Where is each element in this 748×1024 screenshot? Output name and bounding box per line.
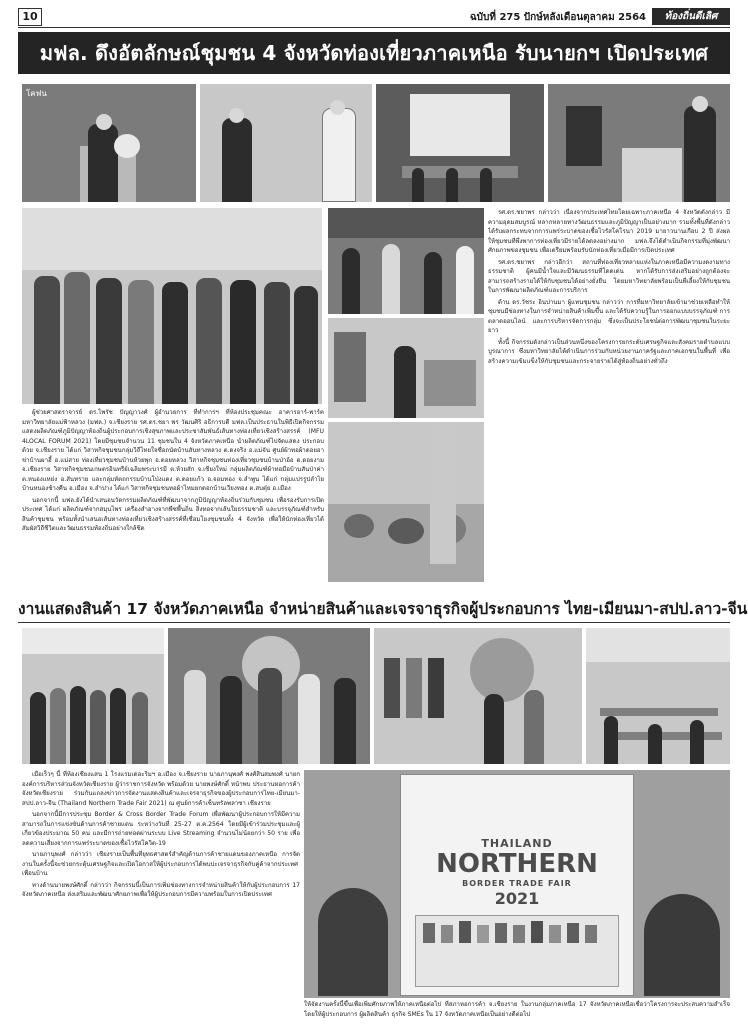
textile-display <box>334 332 366 402</box>
publication-logo: ท้องถิ่นดีเลิศ <box>652 8 730 25</box>
group-person-4 <box>128 280 154 404</box>
photo-group-forum <box>22 208 322 404</box>
fair-guest-1 <box>30 692 46 764</box>
flower-arrangement <box>114 134 140 158</box>
person-right <box>322 108 356 202</box>
speaker-right-head <box>692 96 708 112</box>
section-divider <box>18 622 730 623</box>
panelist-1 <box>412 168 424 202</box>
article2-body <box>22 770 300 1020</box>
article1-paragraph: นอกจากนี้ มฟล.ยังได้นำเสนอนวัตกรรมผลิตภัณฑ์ที่พัฒนาจากภูมิปัญญาท้องถิ่นร่วมกับชุมชน เพื่อรองรับการเปิดประเทศ ได้แก่ ผลิตภัณฑ์จากสมุนไพร เครื่องสำอางจากพืชพื้นถิ่น สิ่งทอจากเส้นใยธรรมชาติ และบรรจุภัณฑ์สำหรับสินค้าชุมชน พร้อมทั้งนำเสนอเส้นทางท่องเที่ยวเชิงสร้างสรรค์ที่เชื่อมโยงชุมชนทั้ง 4 จังหวัด เพื่อให้นักท่องเที่ยวได้สัมผัสวิถีชีวิตและวัฒนธรรมท้องถิ่นอย่างใกล้ชิด <box>22 496 324 532</box>
plant-left <box>318 888 388 996</box>
photo-business-matching <box>586 628 730 764</box>
forum-backdrop <box>22 208 322 270</box>
fair-guest-3 <box>70 686 86 764</box>
fair-guest-5 <box>110 688 126 764</box>
photo-booth-visit <box>328 208 484 314</box>
meeting-table-1 <box>600 708 718 716</box>
photo-garment-booth <box>374 628 582 764</box>
article1-body-right <box>488 208 730 592</box>
garment-2 <box>406 658 422 718</box>
booth-banner <box>400 774 634 996</box>
speaker-figure <box>88 124 118 202</box>
banner-thailand: THAILAND <box>481 837 553 850</box>
group-person-7 <box>230 280 256 404</box>
attendee-1 <box>604 716 618 764</box>
fair-guest-4 <box>90 690 106 764</box>
craft-vendor <box>430 422 456 564</box>
person-right-head <box>330 100 345 115</box>
booth-person-1 <box>484 694 504 764</box>
product-item <box>423 923 435 943</box>
craft-item-1 <box>344 514 374 538</box>
issue-info: ฉบับที่ 275 ปักษ์หลังเดือนตุลาคม 2564 <box>469 12 646 23</box>
article2-paragraph: ทางด้านนายพงษ์ศักดิ์ กล่าวว่า กิจกรรมนี้เป็นการเพิ่มช่องทางการจำหน่ายสินค้าให้กับผู้ประกอบการ 17 จังหวัดภาคเหนือ ส่งเสริมและพัฒนาศักยภาพเพื่อให้ผู้ประกอบการมีความพร้อมในการเปิดประเทศ <box>22 881 300 898</box>
article1-paragraph: ด้าน ดร.วัชระ อินปานมา ผู้แทนชุมชน กล่าวว่า การที่มหาวิทยาลัยเข้ามาช่วยเหลือทำให้ชุมชนมีช่องทางในการจำหน่ายสินค้าเพิ่มขึ้น และได้รับความรู้ในการออกแบบบรรจุภัณฑ์ การตลาดออนไลน์ และการบริหารจัดการกลุ่ม ซึ่งจะเป็นประโยชน์ต่อการพัฒนาชุมชนในระยะยาว <box>488 298 730 334</box>
fair-guest-6 <box>132 692 148 764</box>
group-person-1 <box>34 276 60 404</box>
photo-handicraft-table <box>328 422 484 582</box>
article2-paragraph: นายภานุพงศ์ กล่าวว่า เชียงรายเป็นพื้นที่ยุทธศาสตร์สำคัญด้านการค้าชายแดนของภาคเหนือ การจัดงานในครั้งนี้จะช่วยกระตุ้นเศรษฐกิจและเปิดโอกาสให้ผู้ประกอบการได้พบปะเจรจาธุรกิจกับคู่ค้าจากประเทศเพื่อนบ้าน <box>22 851 300 877</box>
garment-1 <box>384 658 400 718</box>
group-person-8 <box>264 282 290 404</box>
photo-stage-panel <box>376 84 544 202</box>
group-person-5 <box>162 282 188 404</box>
photo-podium-speech <box>548 84 730 202</box>
article2-paragraph: เมื่อเร็วๆ นี้ ที่ห้องเชียงแสน 1 โรงแรมเดอะริมฯ อ.เมือง จ.เชียงราย นายภานุพงศ์ พงศ์สินสมพงศ์ นายกองค์การบริหารส่วนจังหวัดเชียงราย ผู้ว่าราชการจังหวัด พร้อมด้วย นายพงษ์ศักดิ์ หน้าพบ ประธานหอการค้าจังหวัดเชียงราย ร่วมกันแถลงข่าวการจัดงานแสดงสินค้าและเจรจาธุรกิจของผู้ประกอบการไทย-เมียนมา-สปป.ลาว-จีน (Thailand Northern Trade Fair 2021) ณ ศูนย์การค้าเซ็นทรัลพลาซา เชียงราย <box>22 771 300 807</box>
model-5 <box>334 678 356 764</box>
visitor-2 <box>382 244 400 314</box>
photo-fair-opening <box>22 628 164 764</box>
group-person-3 <box>96 278 122 404</box>
product-item <box>441 925 453 943</box>
banner-northern: NORTHERN <box>436 849 598 879</box>
photo-handover <box>200 84 372 202</box>
banner-border-trade-fair: BORDER TRADE FAIR <box>462 879 572 888</box>
product-item <box>495 923 507 943</box>
photo-textile-booth <box>328 318 484 418</box>
display-circle <box>470 638 534 702</box>
fair-ceiling <box>22 628 164 654</box>
craft-item-2 <box>388 518 424 544</box>
group-person-2 <box>64 272 90 404</box>
group-person-6 <box>196 278 222 404</box>
photo-fashion-display <box>168 628 370 764</box>
fair-guest-2 <box>50 688 66 764</box>
meeting-table-2 <box>612 732 722 740</box>
garment-3 <box>428 658 444 718</box>
article1-paragraph: ทั้งนี้ กิจกรรมดังกล่าวเป็นส่วนหนึ่งของโครงการยกระดับเศรษฐกิจและสังคมรายตำบลแบบบูรณาการ ซึ่งมหาวิทยาลัยได้ดำเนินการร่วมกับหน่วยงานภาครัฐและภาคเอกชนในพื้นที่ เพื่อสร้างความเข้มแข็งให้กับชุมชนและกระจายรายได้สู่ท้องถิ่นอย่างทั่วถึง <box>488 338 730 365</box>
man-left-figure <box>566 106 602 166</box>
booth-canopy <box>328 208 484 238</box>
vendor <box>394 346 416 418</box>
product-item <box>513 925 525 943</box>
product-item <box>459 921 471 943</box>
article1-headline: มฟล. ดึงอัตลักษณ์ชุมชน 4 จังหวัดท่องเที่ยวภาคเหนือ รับนายกฯ เปิดประเทศ <box>18 32 730 74</box>
product-item <box>549 925 561 943</box>
product-item <box>477 925 489 943</box>
photo-caption: ให้จัดงานครั้งนี้ขึ้นเพื่อเพิ่มศักยภาพให้ภาคเหนือต่อไป ที่สภาหอการค้า จ.เชียงราย ในงานกลุ่มภาคเหนือ 17 จังหวัดภาคเหนือเชื่อว่าโครงการจะประสบความสำเร็จ โดยให้ผู้ประกอบการ ผู้ผลิตสินค้า ธุรกิจ SMEs ใน 17 จังหวัดภาคเหนือเป็นอย่างดีต่อไป <box>304 1001 730 1018</box>
product-shelf <box>424 360 476 406</box>
photo-northern-fair-booth <box>304 770 730 998</box>
person-left <box>222 118 252 202</box>
podium-right <box>622 148 682 202</box>
model-1 <box>184 670 206 764</box>
panelist-3 <box>480 168 492 202</box>
speaker-head <box>96 114 112 130</box>
booth-person-2 <box>524 690 544 764</box>
banner-year: 2021 <box>494 889 540 908</box>
model-3 <box>258 668 282 764</box>
hall-ceiling <box>586 628 730 662</box>
model-4 <box>298 674 320 764</box>
speaker-right <box>684 106 716 202</box>
article1-paragraph: ผู้ช่วยศาสตราจารย์ ดร.ไพรัช ปัญญาวงศ์ ผู้อำนวยการ ที่ทำการฯ ที่ห้องประชุมคณะ อาคารอาร์-พาร์ค มหาวิทยาลัยแม่ฟ้าหลวง (มฟล.) จ.เชียงราย รศ.ดร.ชยา พร วัฒนศิริ อธิการบดี มฟล.เป็นประธานในพิธีเปิดกิจกรรมแสดงผลิตภัณฑ์ภูมิปัญญาท้องถิ่นผู้ประกอบการเชิงสุขภาพและประชาสัมพันธ์เส้นทางท่องเที่ยวเชิงสร้างสรรค์ (MFU 4LOCAL FORUM 2021) โดยมีชุมชนจำนวน 11 ชุมชนใน 4 จังหวัดภาคเหนือ นำผลิตภัณฑ์ไปจัดแสดง ประกอบด้วย จ.เชียงราย ได้แก่ วิสาหกิจชุมชนกลุ่มวิถีไทยใจซื่อถนัดบ้านสันทางหลวง ต.ดงจริง อ.แม่จัน ศูนย์ผ้าทอผ้าดอยอาข่าบ้านผาฮี้ อ.แม่สาย ท่องเที่ยวชุมชนบ้านห้วยพุก อ.ดอยหลวง วิสาหกิจชุมชนท่องเที่ยวชุมชนบ้านป่าอ้อ ต.ดอยงาม จ.เชียงราย วิสาหกิจชุมชนเกษตรอินทรีย์เฉลิมพระบารมี ต.ห้วยสัก จ.เชียงใหม่ กลุ่มผลิตภัณฑ์ผ้าทอมือบ้านสันป่าค่า ต.หนองแหย่ง อ.สันทราย และกลุ่มหัตถกรรมบ้านโป่งแดง ต.ดอยแก้ว อ.จอมทอง จ.ลำพูน ได้แก่ กลุ่มแปรรูปลำไยบ้านหนองช้างคืน อ.เมือง จ.ลำปาง ได้แก่ วิสาหกิจชุมชนทอผ้าไหมยกดอกบ้านเวียงทอง ต.สบตุ๋ย อ.เมือง <box>22 409 324 492</box>
article2-headline: งานแสดงสินค้า 17 จังหวัดภาคเหนือ จำหน่ายสินค้าและเจรจาธุรกิจผู้ประกอบการ ไทย-เมียนมา-สปป.ลาว-จีน <box>18 600 748 618</box>
attendee-3 <box>690 720 704 764</box>
visitor-1 <box>342 248 360 314</box>
visitor-3 <box>424 252 442 314</box>
visitor-4 <box>456 246 474 314</box>
photo-speaker-podium <box>22 84 196 202</box>
product-item <box>585 925 597 943</box>
article1-paragraph: รศ.ดร.ชยาพร กล่าวว่า เนื่องจากประเทศไทยโดยเฉพาะภาคเหนือ 4 จังหวัดดังกล่าว มีความอุดมสมบูรณ์ หลากหลายทางวัฒนธรรมและภูมิปัญญาเป็นอย่างมาก รวมทั้งพื้นที่ดังกล่าวได้รับผลกระทบจากการแพร่ระบาดของเชื้อไวรัสโคโรนา 2019 มายาวนานเกือบ 2 ปี ส่งผลให้ชุมชนที่พึ่งพาการท่องเที่ยวมีรายได้ลดลงอย่างมาก มฟล.จึงได้ดำเนินกิจกรรมที่มุ่งพัฒนาศักยภาพของชุมชน เพื่อเตรียมพร้อมรับนักท่องเที่ยวเมื่อมีการเปิดประเทศ <box>488 209 730 254</box>
attendee-2 <box>648 724 662 764</box>
product-item <box>567 923 579 943</box>
article2-paragraph: นอกจากนี้มีการประชุม Border & Cross Border Trade Forum เพื่อพัฒนาผู้ประกอบการให้มีความสามารถในการแข่งขันด้านการค้าชายแดน ระหว่างวันที่ 25-27 ต.ค.2564 โดยมีผู้เข้าร่วมประชุมและผู้เกี่ยวข้องประมาณ 50 คน และมีการถ่ายทอดผ่านระบบ Live Streaming จำนวนไม่น้อยกว่า 50 ราย เพื่อลดความเสี่ยงจากการแพร่ระบาดของเชื้อไวรัสโควิด-19 <box>22 811 300 847</box>
product-item <box>531 921 543 943</box>
photo-tag: โคฟน <box>26 89 47 98</box>
article1-paragraph: รศ.ดร.ชยาพร กล่าวอีกว่า สถานที่ท่องเที่ยวหลายแห่งในภาคเหนือมีความงดงามทางธรรมชาติ ผู้คนมีน้ำใจและมีวัฒนธรรมที่โดดเด่น หากได้รับการส่งเสริมอย่างถูกต้องจะสามารถสร้างรายได้ให้กับชุมชนได้อย่างยั่งยืน โดยมหาวิทยาลัยพร้อมเป็นพี่เลี้ยงให้กับชุมชนในการพัฒนาผลิตภัณฑ์และการบริการ <box>488 258 730 294</box>
page-header <box>18 8 730 26</box>
stage-backdrop <box>410 94 510 156</box>
plant-right <box>644 894 720 996</box>
group-person-9 <box>294 286 318 404</box>
header-divider <box>18 27 730 28</box>
page-number: 10 <box>18 8 42 26</box>
model-2 <box>220 676 242 764</box>
panelist-2 <box>446 168 458 202</box>
article1-body-left <box>22 408 324 592</box>
person-left-head <box>229 108 244 123</box>
